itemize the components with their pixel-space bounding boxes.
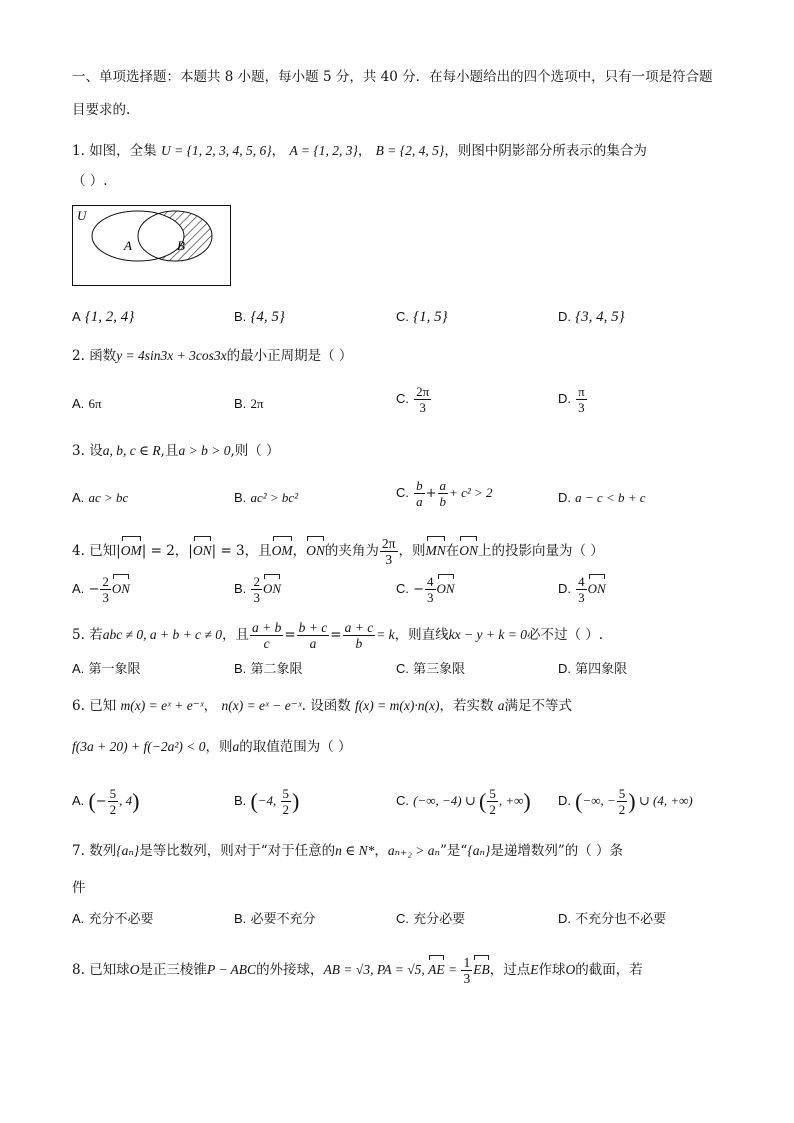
stem-text: 若	[89, 627, 103, 643]
question-1-option-c[interactable]	[396, 307, 448, 328]
question-3-option-d[interactable]	[558, 488, 646, 509]
option-label: C.	[396, 911, 409, 926]
set-a: A = {1, 2, 3}	[289, 143, 358, 158]
option-value: {4, 5}	[250, 309, 285, 325]
question-3-option-c[interactable]: C. $\frac{b}{a}$ + $\frac{a}{b}$ + c² > 2	[396, 478, 493, 509]
option-label: D.	[558, 911, 571, 926]
math-expr: AB = √3, PA = √5,	[323, 962, 429, 977]
fraction: $\frac{2\pi}{3}$	[416, 384, 430, 415]
fraction: $\frac{2\pi}{3}$	[381, 536, 396, 567]
option-label: B.	[234, 490, 247, 505]
question-number: 8.	[72, 962, 85, 978]
universe-label: U	[77, 208, 87, 223]
question-7-option-c[interactable]	[396, 909, 465, 930]
stem-text: 已知|	[89, 543, 121, 559]
option-label: A.	[72, 793, 85, 808]
question-4-option-b[interactable]	[234, 574, 281, 605]
paren: )	[628, 788, 636, 814]
question-3-stem	[72, 441, 280, 461]
stem-text: ,则（ ）	[230, 443, 280, 459]
function-f: f(x) = m(x)·n(x)	[355, 698, 440, 713]
venn-diagram	[72, 205, 232, 287]
stem-text: 的外接球，	[256, 962, 324, 978]
fraction: $\frac{\pi}{3}$	[578, 384, 585, 415]
stem-text: 函数	[89, 348, 117, 364]
question-number: 1.	[72, 143, 85, 159]
stem-text: 如图，全集	[89, 143, 157, 159]
stem-text: ，过点	[489, 962, 531, 978]
stem-text: ”是“	[440, 843, 468, 859]
question-2-option-c[interactable]	[396, 384, 432, 415]
question-5-option-c[interactable]	[396, 659, 465, 680]
vector-on: ON	[193, 541, 212, 561]
fraction: $\frac{5}{2}$	[489, 786, 496, 817]
question-6-option-d[interactable]	[558, 786, 693, 817]
math-var: O	[565, 962, 576, 977]
question-4-option-a[interactable]	[72, 574, 130, 605]
question-7-option-d[interactable]	[558, 909, 666, 930]
question-6-option-b[interactable]	[234, 786, 299, 817]
stem-text: ，则图中阴影部分所表示的集合为	[444, 143, 647, 159]
option-value: ∪ (4, +∞)	[635, 793, 693, 808]
question-1-option-a[interactable]	[72, 307, 134, 328]
vector-on: ON	[588, 579, 606, 599]
stem-text: 已知	[89, 698, 117, 714]
option-label: B.	[234, 661, 247, 676]
math-expr: a, b, c ∈ R	[102, 443, 161, 458]
set-b-label: B	[177, 238, 185, 253]
option-label: D.	[558, 793, 571, 808]
section-heading-line1: 一、单项选择题：本题共 8 小题，每小题 5 分，共 40 分．在每小题给出的四个选项中，只有一项是符合题	[72, 69, 713, 85]
stem-text: ，且	[221, 627, 249, 643]
stem-text: ，	[203, 698, 218, 714]
vector-on: ON	[306, 541, 325, 561]
option-sign: −	[95, 794, 107, 809]
question-2-stem	[72, 346, 352, 366]
math-var: E	[530, 962, 539, 977]
option-value: 第二象限	[250, 662, 303, 677]
question-6-stem-line1	[72, 696, 572, 716]
stem-text: 必不过（ ）.	[526, 627, 604, 643]
math-expr: abc ≠ 0, a + b + c ≠ 0	[102, 627, 222, 642]
stem-text: 是正三棱锥	[139, 962, 207, 978]
universal-set: U = {1, 2, 3, 4, 5, 6}	[160, 143, 272, 158]
stem-text: | = 3，且	[211, 543, 272, 559]
option-value: + c² > 2	[449, 485, 493, 500]
fraction: $\frac{a}{b}$	[439, 478, 447, 509]
option-label: A.	[72, 911, 85, 926]
stem-text: 的夹角为	[324, 543, 379, 559]
question-6-option-c[interactable]	[396, 786, 531, 817]
vector-on: ON	[263, 579, 281, 599]
option-value: , 4	[119, 793, 133, 808]
fraction: $\frac{4}{3}$	[578, 574, 585, 605]
paren: )	[132, 788, 140, 814]
option-value: 6π	[88, 396, 102, 411]
option-sign: −	[413, 582, 425, 597]
stem-text: 设	[89, 443, 103, 459]
option-value: , +∞	[498, 793, 524, 808]
set-b: B = {2, 4, 5}	[375, 143, 445, 158]
paren: )	[292, 788, 300, 814]
shaded-region	[92, 205, 222, 285]
fraction: $\frac{5}{2}$	[282, 786, 290, 817]
question-3-option-a[interactable]	[72, 488, 128, 509]
option-label: C.	[396, 391, 409, 406]
question-8-stem	[72, 955, 643, 986]
set-a-label: A	[124, 238, 132, 253]
stem-text: ,且	[160, 443, 179, 459]
question-4-option-c[interactable]	[396, 574, 455, 605]
question-5-stem: 5. 若abc ≠ 0, a + b + c ≠ 0，且 $\frac{a + b}{c}$ = $\frac{b + c}{a}$ = $\frac{a + c}{b}$ = k，则直线kx − y + k = 0必不过（ ）.	[72, 620, 604, 651]
inequality: f(3a + 20) + f(−2a²) < 0	[72, 739, 206, 754]
option-value: 2π	[250, 396, 264, 411]
option-value: 充分不必要	[88, 912, 154, 927]
option-label: B.	[234, 911, 247, 926]
option-label: C.	[396, 661, 409, 676]
math-expr: P − ABC	[206, 962, 257, 977]
question-7-option-a[interactable]	[72, 909, 153, 930]
question-6-option-a[interactable]	[72, 786, 140, 817]
option-sign: −	[88, 582, 100, 597]
question-number: 2.	[72, 348, 85, 364]
option-value: {3, 4, 5}	[575, 309, 625, 325]
question-1-option-b[interactable]	[234, 307, 285, 328]
option-label: A	[72, 309, 81, 324]
option-label: C.	[396, 793, 409, 808]
stem-text: 满足不等式	[504, 698, 573, 714]
fraction: $\frac{1}{3}$	[463, 955, 471, 986]
question-1-blank: （ ）.	[72, 173, 108, 189]
stem-text: ，则直线	[394, 627, 449, 643]
fraction: $\frac{b + c}{a}$	[298, 620, 328, 651]
fraction: $\frac{a + c}{b}$	[344, 620, 374, 651]
paren: (	[88, 788, 96, 814]
fraction: $\frac{4}{3}$	[427, 574, 434, 605]
question-5-option-b[interactable]	[234, 659, 302, 680]
option-label: C.	[396, 309, 409, 324]
option-label: D.	[558, 391, 571, 406]
math-var: a	[232, 739, 240, 754]
question-number: 6.	[72, 698, 85, 714]
question-number: 5.	[72, 627, 85, 643]
question-4-stem	[72, 536, 604, 567]
function-m: m(x) = eˣ + e⁻ˣ	[120, 698, 204, 713]
section-heading-line2: 目要求的.	[72, 102, 131, 118]
option-value: 必要不充分	[250, 912, 316, 927]
math-expr: n ∈ N*	[335, 843, 375, 858]
stem-text: 的取值范围为（ ）	[239, 739, 352, 755]
stem-text: ，	[292, 543, 307, 559]
question-4-option-d[interactable]	[558, 574, 606, 605]
stem-text: ，	[374, 843, 388, 859]
option-value: 第四象限	[575, 662, 628, 677]
option-value: {1, 2, 4}	[84, 309, 135, 325]
stem-text: 作球	[538, 962, 566, 978]
question-1-option-d[interactable]	[558, 307, 625, 328]
vector-ae: AE	[428, 960, 445, 980]
paren: (	[575, 788, 583, 814]
option-label: C.	[396, 485, 409, 500]
stem-text: ，若实数	[439, 698, 494, 714]
option-label: D.	[558, 490, 571, 505]
question-number: 4.	[72, 543, 85, 559]
vector-on: ON	[437, 579, 455, 599]
question-7-stem-line1	[72, 841, 623, 861]
vector-on: ON	[459, 541, 478, 561]
option-value: a − c < b + c	[575, 490, 646, 505]
paren: (	[250, 788, 258, 814]
question-3-option-b[interactable]	[234, 488, 298, 509]
question-2-option-b[interactable]	[234, 394, 264, 415]
option-label: A.	[72, 661, 85, 676]
vector-eb: EB	[473, 960, 490, 980]
question-5-option-d[interactable]	[558, 659, 627, 680]
option-value: −∞, −	[582, 793, 616, 808]
fraction: $\frac{5}{2}$	[109, 786, 117, 817]
option-label: B.	[234, 309, 247, 324]
question-6-stem-line2	[72, 737, 352, 757]
option-label: D.	[558, 309, 571, 324]
vector-om: OM	[121, 541, 142, 561]
math-var: a	[497, 698, 505, 713]
math-var: O	[129, 962, 140, 977]
fraction: $\frac{5}{2}$	[618, 786, 626, 817]
option-value: {1, 5}	[413, 309, 448, 325]
math-expr: = k	[376, 627, 395, 642]
option-value: (−∞, −4) ∪	[413, 793, 480, 808]
stem-text: 的最小正周期是（ ）	[226, 348, 353, 364]
line-equation: kx − y + k = 0	[448, 627, 527, 642]
option-label: D.	[558, 581, 571, 596]
inequality: aₙ₊₂ > aₙ	[387, 843, 440, 858]
option-value: 第三象限	[413, 662, 466, 677]
vector-om: OM	[272, 541, 293, 561]
stem-text: 是等比数列，则对于“对于任意的	[139, 843, 336, 859]
option-value: 充分必要	[413, 912, 466, 927]
vector-on: ON	[112, 579, 130, 599]
stem-text: 的截面，若	[575, 962, 643, 978]
option-value: −4,	[257, 793, 280, 808]
stem-text: 上的投影向量为（ ）	[478, 543, 604, 559]
sequence: {aₙ}	[467, 843, 491, 858]
question-2-option-a[interactable]	[72, 394, 102, 415]
paren: (	[479, 788, 487, 814]
question-7-stem-line2: 件	[72, 880, 86, 896]
option-label: A.	[72, 396, 85, 411]
stem-text: . 设函数	[301, 698, 351, 714]
stem-text: | = 2，|	[141, 543, 193, 559]
math-expr: a > b > 0	[178, 443, 231, 458]
option-label: B.	[234, 581, 247, 596]
function-n: n(x) = eˣ − e⁻ˣ	[221, 698, 302, 713]
fraction: $\frac{2}{3}$	[253, 574, 260, 605]
paren: )	[523, 788, 531, 814]
option-label: A.	[72, 490, 85, 505]
stem-text: ，则	[398, 543, 426, 559]
question-number: 7.	[72, 843, 85, 859]
option-label: B.	[234, 793, 247, 808]
math-expr: =	[444, 962, 461, 977]
option-label: D.	[558, 661, 571, 676]
stem-text: 数列	[89, 843, 117, 859]
option-value: 第一象限	[88, 662, 141, 677]
option-value: ac² > bc²	[250, 490, 299, 505]
stem-text: 已知球	[89, 962, 130, 978]
option-value: ac > bc	[88, 490, 129, 505]
option-value: 不充分也不必要	[575, 912, 667, 927]
question-7-option-b[interactable]	[234, 909, 315, 930]
stem-text: 是递增数列”的（ ）条	[490, 843, 624, 859]
option-label: C.	[396, 581, 409, 596]
option-label: B.	[234, 396, 247, 411]
stem-text: 在	[445, 543, 460, 559]
question-1-stem: 1. 如图，全集 U = {1, 2, 3, 4, 5, 6}， A = {1, 2, 3}， B = {2, 4, 5}，则图中阴影部分所表示的集合为	[72, 143, 647, 159]
fraction: $\frac{2}{3}$	[102, 574, 109, 605]
option-label: A.	[72, 581, 85, 596]
question-2-option-d[interactable]	[558, 384, 588, 415]
question-number: 3.	[72, 443, 85, 459]
fraction: $\frac{a + b}{c}$	[251, 620, 282, 651]
question-5-option-a[interactable]	[72, 659, 140, 680]
fraction: $\frac{b}{a}$	[416, 478, 423, 509]
sequence: {aₙ}	[116, 843, 140, 858]
stem-text: ，则	[205, 739, 233, 755]
vector-mn: MN	[426, 541, 446, 561]
function-formula: y = 4sin3x + 3cos3x	[116, 348, 227, 363]
